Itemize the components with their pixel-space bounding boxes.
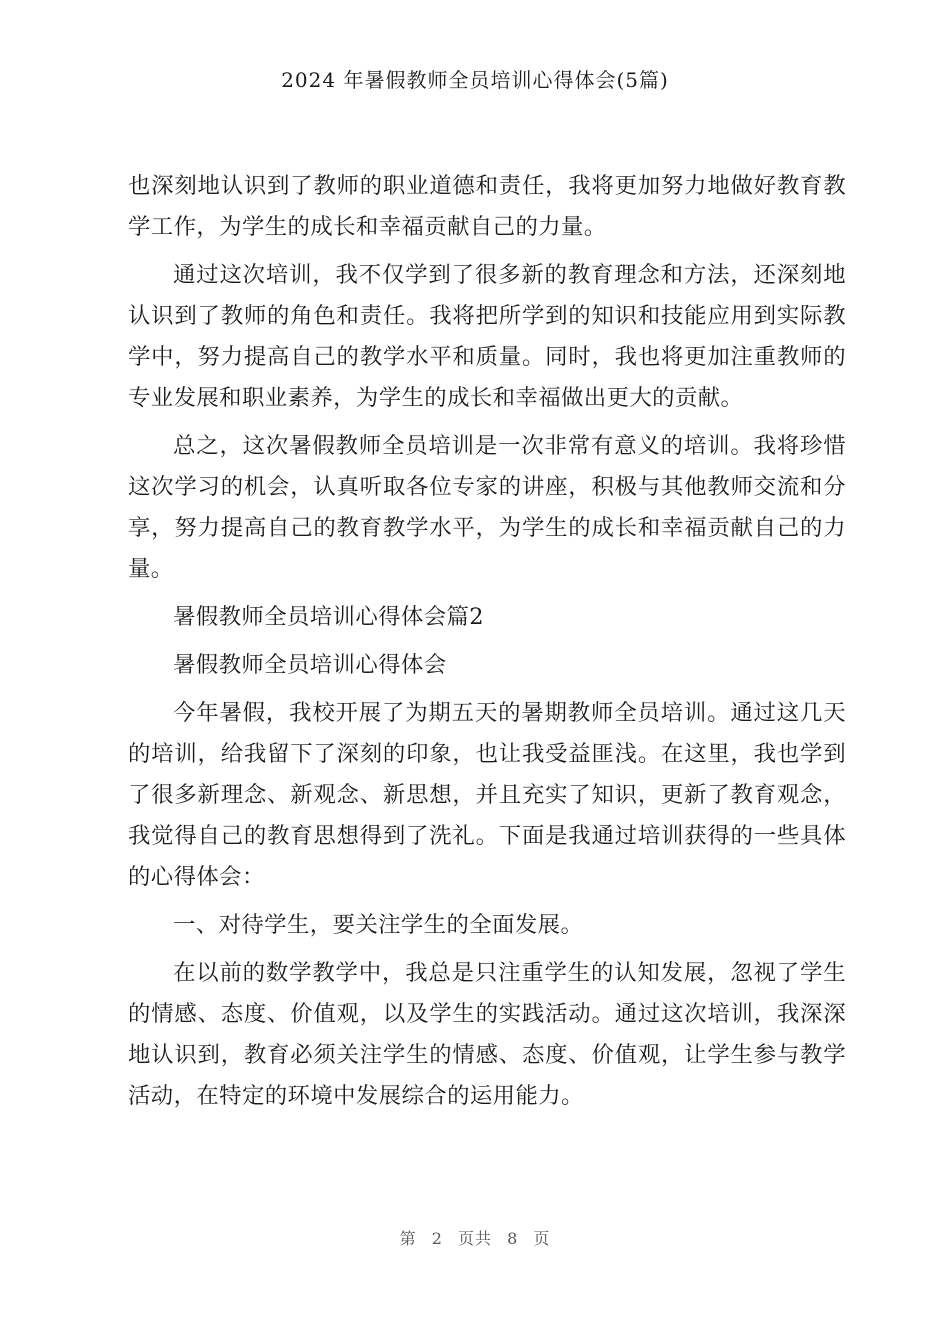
paragraph-training-reflection: 通过这次培训，我不仅学到了很多新的教育理念和方法，还深刻地认识到了教师的角色和责任。我将把所学到的知识和技能应用到实际教学中，努力提高自己的教学水平和质量。同时，我也将更加注重教师的专业发展和职业素养，为学生的成长和幸福做出更大的贡献。 <box>128 262 846 411</box>
paragraph-point-1: 在以前的数学教学中，我总是只注重学生的认知发展，忽视了学生的情感、态度、价值观，以及学生的实践活动。通过这次培训，我深深地认识到，教育必须关注学生的情感、态度、价值观，让学生参与教学活动，在特定的环境中发展综合的运用能力。 <box>128 960 846 1109</box>
document-title: 2024 年暑假教师全员培训心得体会(5篇) <box>281 68 669 92</box>
paragraph-conclusion: 总之，这次暑假教师全员培训是一次非常有意义的培训。我将珍惜这次学习的机会，认真听取各位专家的讲座，积极与其他教师交流和分享，努力提高自己的教育教学水平，为学生的成长和幸福贡献自己的力量。 <box>128 433 846 582</box>
document-body <box>128 166 846 1117</box>
section-subtitle: 暑假教师全员培训心得体会 <box>173 652 447 678</box>
paragraph-intro: 今年暑假，我校开展了为期五天的暑期教师全员培训。通过这几天的培训，给我留下了深刻的印象，也让我受益匪浅。在这里，我也学到了很多新理念、新观念、新思想，并且充实了知识，更新了教育观念，我觉得自己的教育思想得到了洗礼。下面是我通过培训获得的一些具体的心得体会： <box>128 700 846 890</box>
page-number: 第 2 页共 8 页 <box>399 1229 551 1248</box>
section-heading-part2: 暑假教师全员培训心得体会篇2 <box>173 604 484 630</box>
paragraph-continuation: 也深刻地认识到了教师的职业道德和责任，我将更加努力地做好教育教学工作，为学生的成长和幸福贡献自己的力量。 <box>128 173 846 240</box>
point-heading-1: 一、对待学生，要关注学生的全面发展。 <box>173 912 584 938</box>
